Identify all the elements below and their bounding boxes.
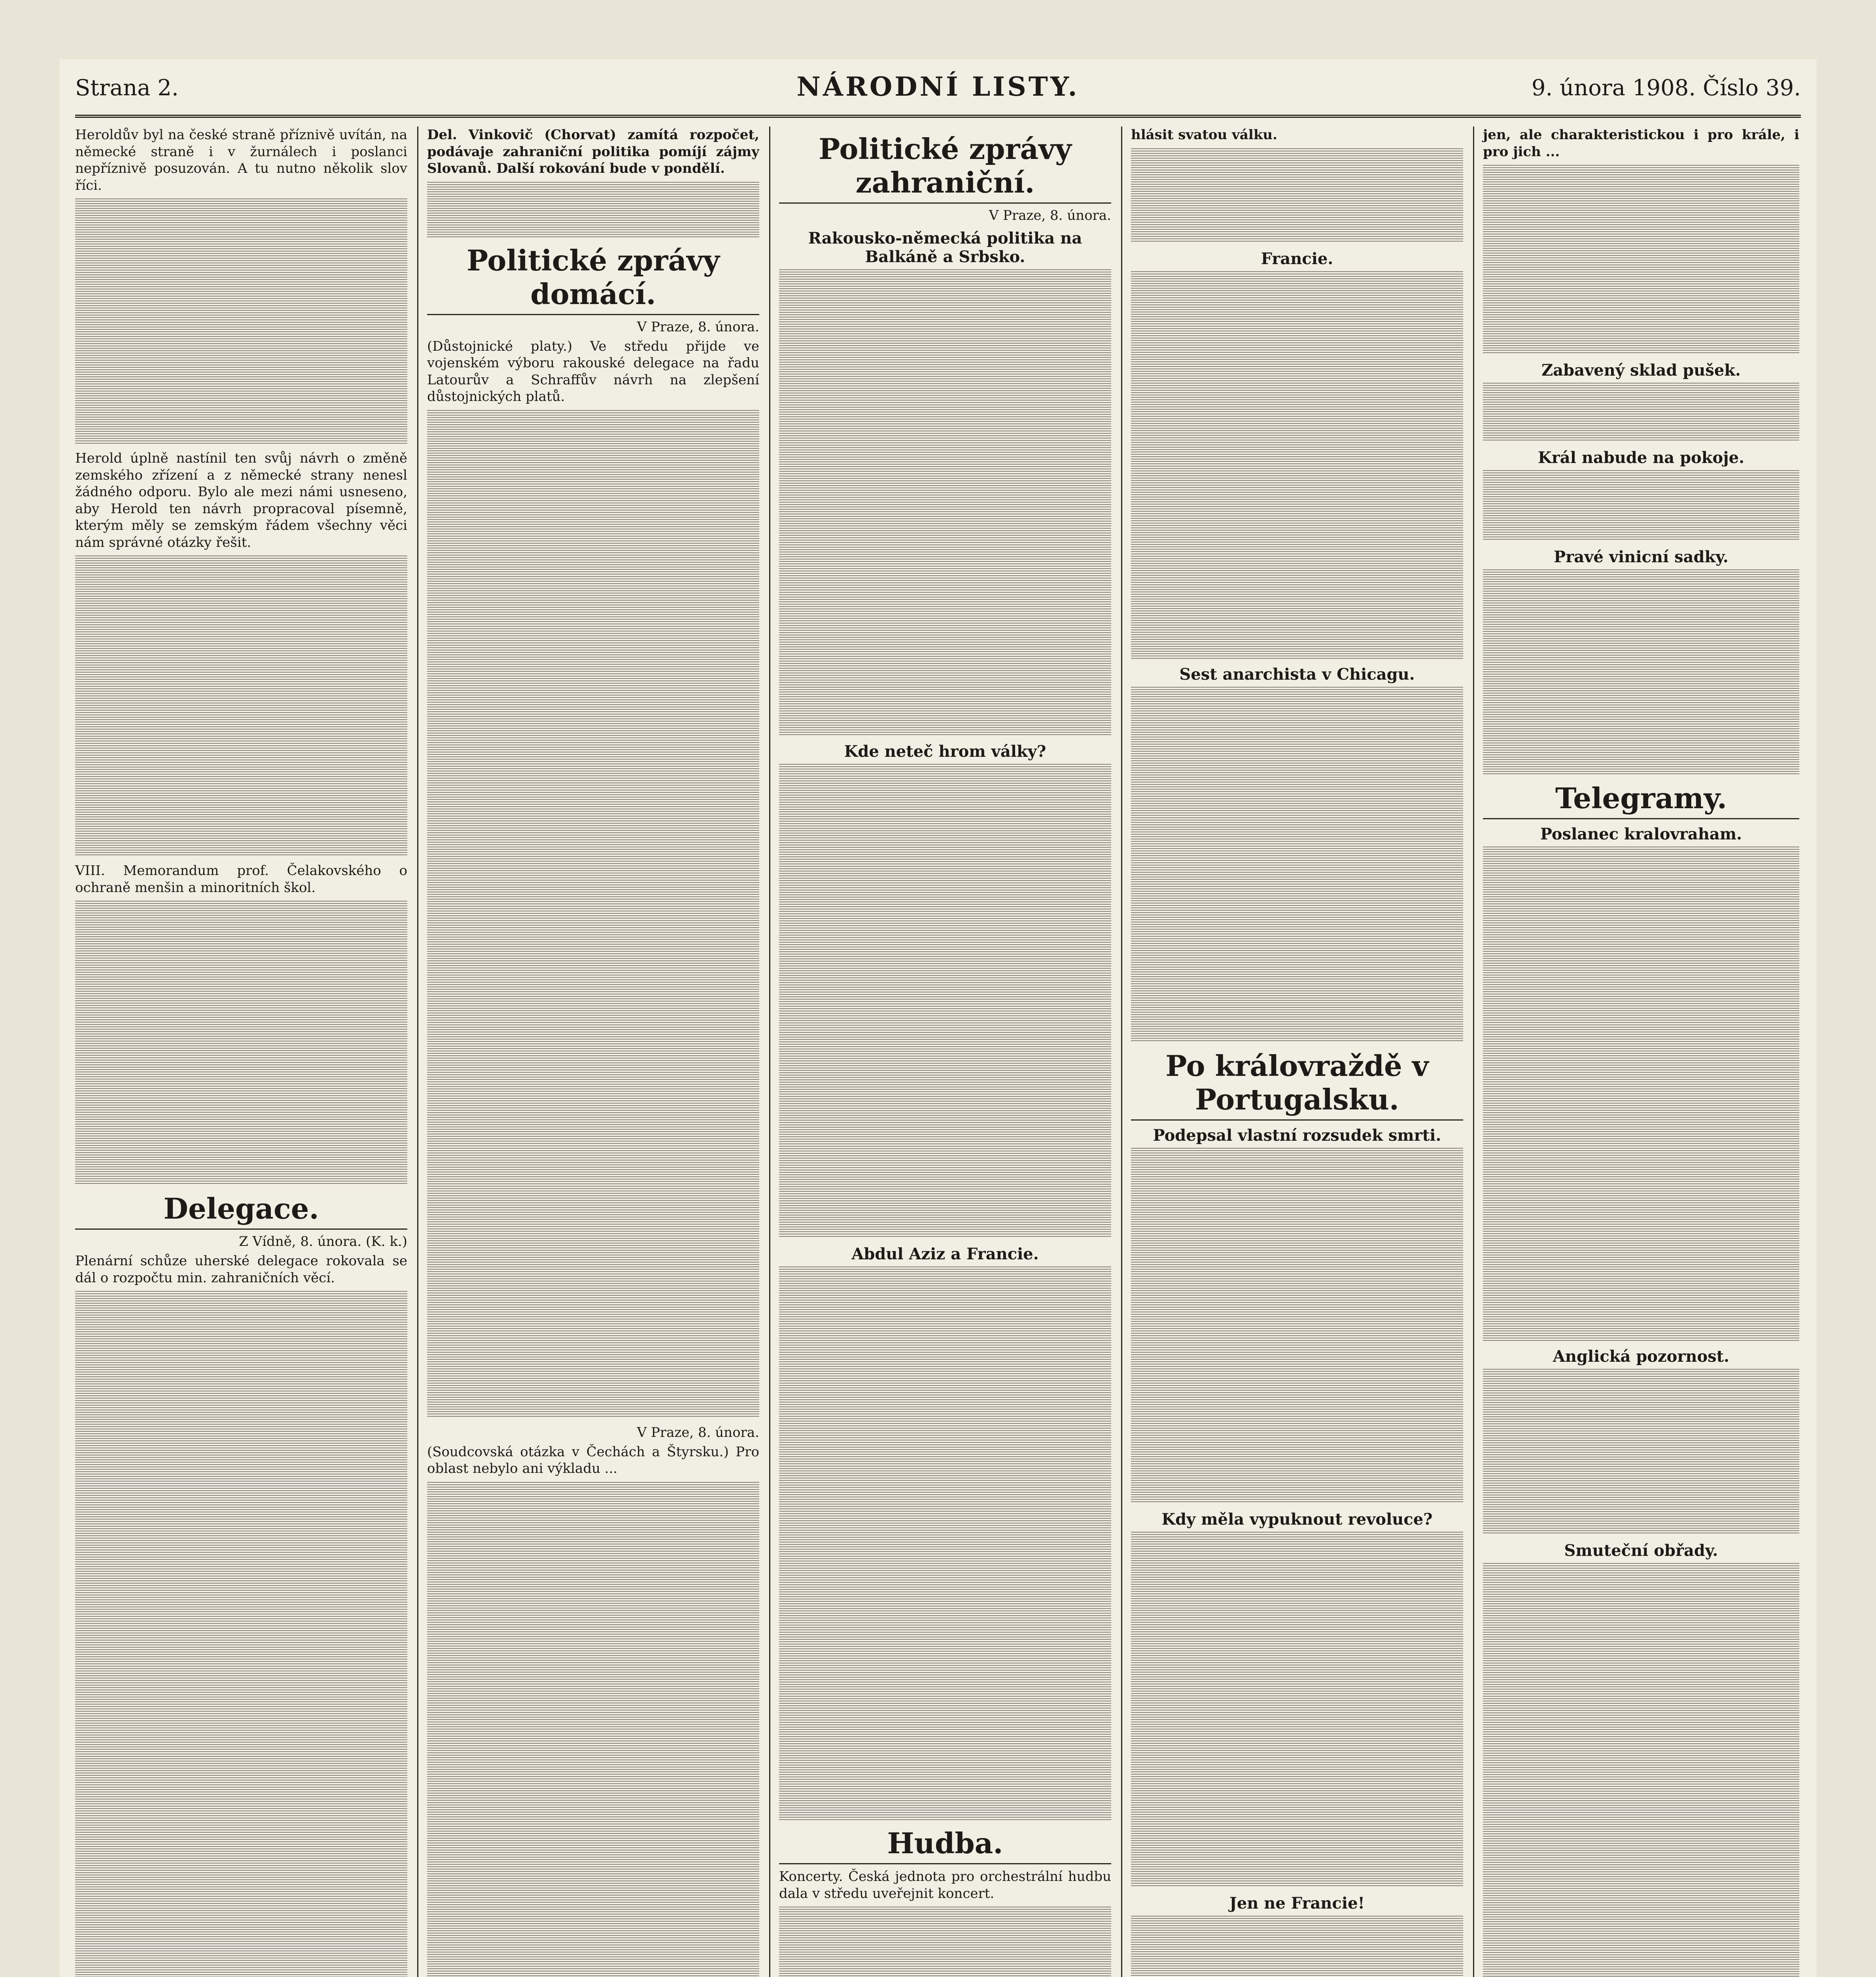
article-text: Heroldův byl na české straně příznivě uvítán, na německé straně i v žurnálech i poslanci nepříznivě posuzován. A tu nutno několik slov říci. xyxy=(75,127,412,193)
dateline: V Praze, 8. února. xyxy=(637,1424,759,1440)
article-text: Del. Vinkovič (Chorvat) zamítá rozpočet, podávaje zahraniční politika pomíjí zájmy Slovanů. Další rokování bude v pondělí. xyxy=(427,127,764,176)
column-4 xyxy=(1131,127,1463,1977)
section-heading: Telegramy. xyxy=(1483,781,1799,819)
masthead xyxy=(75,71,1801,118)
article xyxy=(1131,1510,1463,1888)
article-subheading: Zabavený sklad pušek. xyxy=(1541,361,1741,380)
article xyxy=(427,1424,764,1977)
article-subheading: Podepsal vlastní rozsudek smrti. xyxy=(1153,1126,1441,1145)
article xyxy=(1131,1049,1463,1504)
article xyxy=(779,742,1111,1238)
column-5 xyxy=(1483,127,1804,1977)
newspaper-page xyxy=(59,59,1817,1977)
article-subheading: Král nabude na pokoje. xyxy=(1537,448,1745,467)
article xyxy=(1131,127,1463,243)
column-3 xyxy=(779,127,1116,1977)
article-text: jen, ale charakteristickou i pro krále, i pro jich ... xyxy=(1483,127,1804,160)
article xyxy=(1131,1894,1463,1977)
article xyxy=(1483,361,1799,442)
article xyxy=(779,1826,1116,1977)
section-heading: Politické zprávy domácí. xyxy=(427,244,759,315)
section-heading: Delegace. xyxy=(75,1192,407,1230)
article-subheading: Anglická pozornost. xyxy=(1553,1347,1730,1366)
article xyxy=(1483,448,1799,541)
article-subheading: Poslanec kralovraham. xyxy=(1540,825,1742,843)
article-subheading: Abdul Aziz a Francie. xyxy=(851,1245,1039,1263)
article-text: VIII. Memorandum prof. Čelakovského o ochraně menšin a minoritních škol. xyxy=(75,863,412,896)
section-heading: Hudba. xyxy=(779,1826,1111,1864)
page-number: Strana 2. xyxy=(75,75,179,101)
article xyxy=(1483,1541,1799,1977)
section-heading: Po královraždě v Portugalsku. xyxy=(1131,1049,1463,1121)
article xyxy=(1483,548,1799,775)
column-2 xyxy=(427,127,764,1977)
article-subheading: Francie. xyxy=(1261,249,1333,268)
article-text: hlásit svatou válku. xyxy=(1131,127,1277,143)
article xyxy=(1483,1347,1799,1535)
article xyxy=(779,1245,1111,1820)
article-subheading: Pravé vinicní sadky. xyxy=(1554,548,1728,566)
article xyxy=(779,132,1111,736)
article xyxy=(1483,781,1799,1341)
dateline: Z Vídně, 8. února. (K. k.) xyxy=(239,1234,407,1249)
article xyxy=(75,862,412,1185)
article-text: (Soudcovská otázka v Čechách a Štyrsku.) Pro oblast nebylo ani výkladu ... xyxy=(427,1444,764,1476)
article-subheading: Kdy měla vypuknout revoluce? xyxy=(1161,1510,1433,1529)
section-heading: Politické zprávy zahraniční. xyxy=(779,132,1111,204)
article-text: Herold úplně nastínil ten svůj návrh o změně zemského zřízení a z německé strany nenesl žádného odporu. Bylo ale mezi námi usneseno, aby Herold ten návrh propracoval písemně, kterým měly se zemským řádem všechny věci nám správné otázky řešit. xyxy=(75,450,412,550)
article-subheading: Smuteční obřady. xyxy=(1564,1541,1718,1560)
article xyxy=(1131,665,1463,1043)
article-subheading: Jen ne Francie! xyxy=(1229,1894,1365,1913)
article xyxy=(1483,127,1804,355)
article xyxy=(427,127,764,237)
article-subheading: Sest anarchista v Chicagu. xyxy=(1179,665,1415,684)
dateline: V Praze, 8. února. xyxy=(637,319,759,335)
article-text: Plenární schůze uherské delegace rokovala se dál o rozpočtu min. zahraničních věcí. xyxy=(75,1253,412,1286)
article xyxy=(75,127,412,444)
article-subheading: Rakousko-německá politika na Balkáně a Srbsko. xyxy=(808,229,1082,266)
article xyxy=(1131,249,1463,659)
column-1 xyxy=(75,127,412,1977)
article xyxy=(427,243,764,1418)
article-subheading: Kde neteč hrom války? xyxy=(844,742,1046,761)
article xyxy=(75,450,412,856)
article-text: Koncerty. Česká jednota pro orchestrální hudbu dala v středu uveřejnit koncert. xyxy=(779,1869,1116,1901)
article xyxy=(75,1192,412,1977)
dateline: V Praze, 8. února. xyxy=(989,208,1111,223)
issue-date: 9. února 1908. Číslo 39. xyxy=(1531,75,1801,101)
article-text: (Důstojnické platy.) Ve středu přijde ve vojenském výboru rakouské delegace na řadu Latourův a Schraffův návrh na zlepšení důstojnických platů. xyxy=(427,338,764,404)
newspaper-title: NÁRODNÍ LISTY. xyxy=(796,71,1080,102)
